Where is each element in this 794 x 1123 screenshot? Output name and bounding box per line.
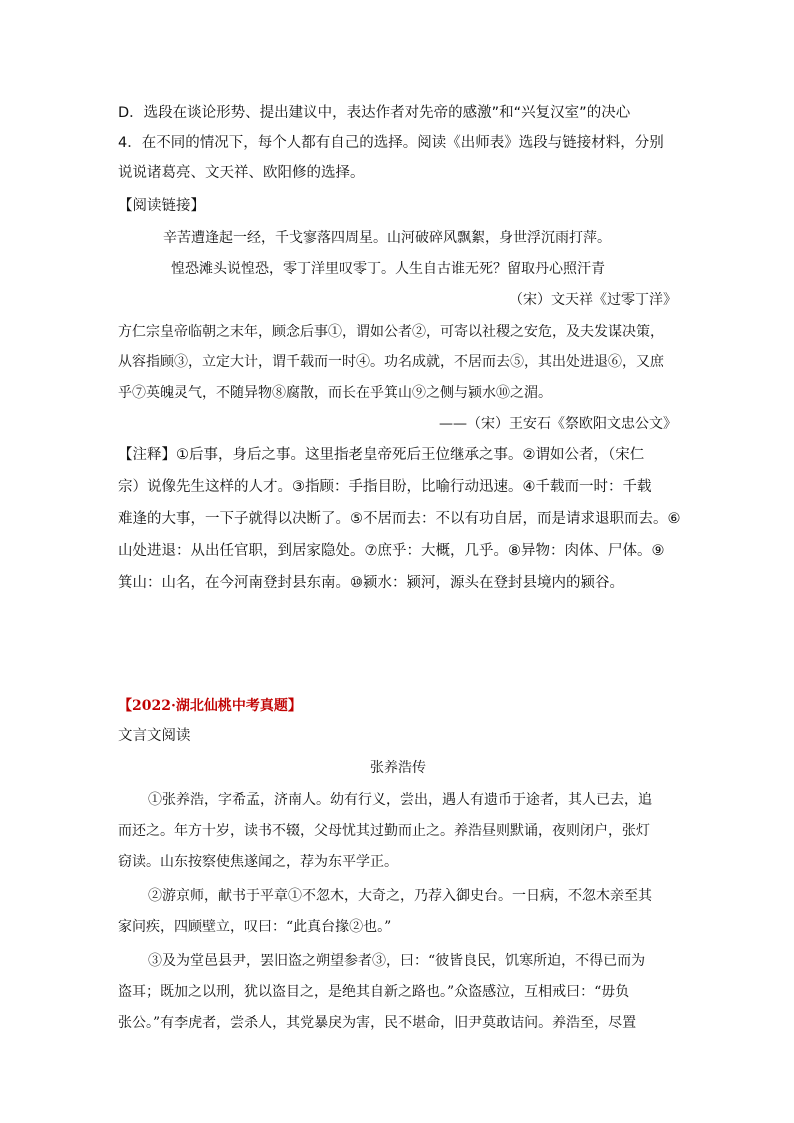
prose-source: ——（宋）王安石《祭欧阳文忠公文》	[439, 416, 677, 432]
exam-source-tag: 【2022·湖北仙桃中考真题】	[118, 698, 302, 714]
option-d: D．选段在谈论形势、提出建议中，表达作者对先帝的感激”和“兴复汉室”的决心	[118, 105, 631, 121]
passage-line-2: 而还之。年方十岁，读书不辍，父母忧其过勤而止之。养浩昼则默诵，夜则闭户，张灯	[118, 823, 650, 839]
notes-line-5: 箕山：山名，在今河南登封县东南。⑩颍水：颍河，源头在登封县境内的颍谷。	[118, 575, 624, 591]
passage-title: 张养浩传	[370, 760, 426, 776]
passage-line-8: 张公。”有李虎者，尝杀人，其党暴戾为害，民不堪命，旧尹莫敢诘问。养浩至，尽置	[118, 1015, 637, 1031]
reading-link-heading: 【阅读链接】	[118, 198, 205, 214]
question-4-line-2: 说说诸葛亮、文天祥、欧阳修的选择。	[118, 165, 365, 181]
poem-line-1: 辛苦遭逢起一经，千戈寥落四周星。山河破碎风飘絮，身世浮沉雨打萍。	[163, 230, 611, 246]
passage-line-6: ③及为堂邑县尹，罢旧盗之朔望参者③，曰：“彼皆良民，饥寒所迫，不得已而为	[148, 953, 646, 969]
section-subtitle: 文言文阅读	[118, 728, 191, 744]
passage-line-7: 盗耳；既加之以刑，犹以盗目之，是绝其自新之路也。”众盗感泣，互相戒曰：“毋负	[118, 984, 630, 1000]
notes-line-1: 【注释】①后事，身后之事。这里指老皇帝死后王位继承之事。②谓如公者，（宋仁	[118, 447, 645, 463]
notes-line-4: 山处进退：从出任官职，到居家隐处。⑦庶乎：大概，几乎。⑧异物：肉体、尸体。⑨	[118, 543, 665, 559]
passage-line-1: ①张养浩，字希孟，济南人。幼有行义，尝出，遇人有遗币于途者，其人已去，追	[148, 792, 652, 808]
question-4-line-1: 4．在不同的情况下，每个人都有自己的选择。阅读《出师表》选段与链接材料，分别	[118, 135, 664, 151]
notes-line-2: 宗）说像先生这样的人才。③指顾：手指目盼，比喻行动迅速。④千载而一时：千载	[118, 479, 652, 495]
poem-line-2: 惶恐滩头说惶恐，零丁洋里叹零丁。人生自古谁无死？留取丹心照汗青	[171, 261, 605, 277]
prose-line-2: 从容指顾③，立定大计，谓千载而一时④。功名成就，不居而去⑤，其出处进退⑥，又庶	[118, 354, 664, 370]
prose-line-3: 乎⑦英魄灵气，不随异物⑧腐散，而长在乎箕山⑨之侧与颍水⑩之湄。	[118, 385, 552, 401]
prose-line-1: 方仁宗皇帝临朝之末年，顾念后事①，谓如公者②，可寄以社稷之安危，及夫发谋决策，	[118, 324, 664, 340]
poem-source: （宋）文天祥《过零丁洋》	[509, 292, 677, 308]
passage-line-4: ②游京师，献书于平章①不忽木，大奇之，乃荐入御史台。一日病，不忽木亲至其	[148, 888, 652, 904]
passage-line-5: 家问疾，四顾壁立，叹曰：“此真台掾②也。”	[118, 919, 392, 935]
notes-line-3: 难逢的大事，一下子就得以决断了。⑤不居而去：不以有功自居，而是请求退职而去。⑥	[118, 511, 681, 527]
passage-line-3: 窃读。山东按察使焦遂闻之，荐为东平学正。	[118, 854, 398, 870]
